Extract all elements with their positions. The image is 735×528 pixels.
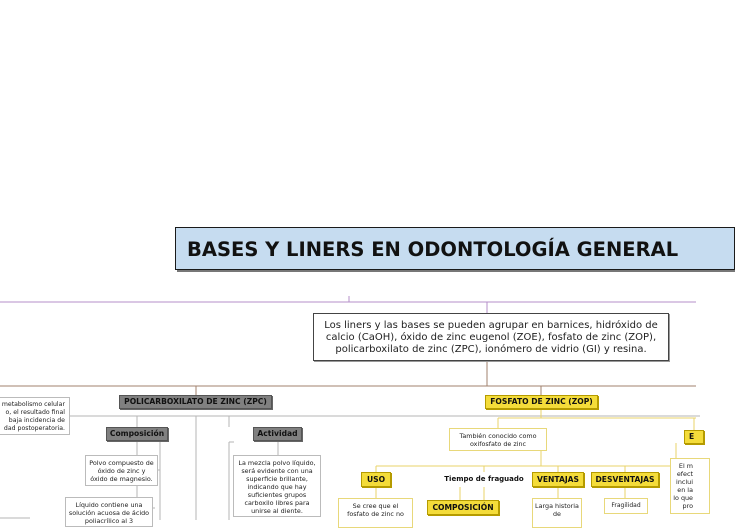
zop-fraguado-node[interactable]: Tiempo de fraguado [444, 475, 524, 483]
zpc-polvo-node[interactable]: Polvo compuesto de óxido de zinc y óxido de magnesio. [85, 455, 158, 486]
intro-node[interactable]: Los liners y las bases se pueden agrupar en barnices, hidróxido de calcio (CaOH), óxido de zinc eugenol (ZOE), fosfato de zinc (ZOP), policarboxilato de zinc (ZPC), ionómero de vidrio (GI) y resina. [313, 313, 669, 361]
zop-uso-node[interactable]: USO [361, 472, 391, 487]
zop-desventajas-node[interactable]: DESVENTAJAS [591, 472, 659, 487]
zpc-actividad-node[interactable]: Actividad [253, 427, 302, 441]
brown-connectors [0, 361, 696, 395]
partial-left-node[interactable]: metabolismo celular o, el resultado final baja incidencia de dad postoperatoria. [0, 397, 70, 435]
zop-ventajas-text-node[interactable]: Larga historia de [532, 498, 582, 528]
zpc-composicion-node[interactable]: Composición [106, 427, 168, 441]
zop-fragilidad-node[interactable]: Fragilidad [604, 498, 648, 514]
map-title[interactable]: BASES Y LINERS EN ODONTOLOGÍA GENERAL [175, 227, 735, 270]
zop-aka-node[interactable]: También conocido como oxifosfato de zinc [449, 428, 547, 451]
zop-right-partial-node[interactable]: E [684, 430, 704, 444]
purple-connectors [0, 296, 696, 313]
zop-node[interactable]: FOSFATO DE ZINC (ZOP) [485, 395, 598, 409]
zop-uso-text-node[interactable]: Se cree que el fosfato de zinc no [338, 498, 413, 528]
zop-composicion-node[interactable]: COMPOSICIÓN [427, 500, 499, 515]
zpc-liquido-node[interactable]: Líquido contiene una solución acuosa de ácido poliacrílico al 3 [65, 497, 153, 527]
zpc-actividad-text-node[interactable]: La mezcla polvo líquido, será evidente con una superficie brillante, indicando que hay suficientes grupos carboxilo libres para unirse al diente. [233, 455, 321, 517]
zop-right-partial-text-node[interactable]: El m efect inclui en la lo que pro [670, 458, 710, 514]
zpc-node[interactable]: POLICARBOXILATO DE ZINC (ZPC) [119, 395, 272, 409]
zop-ventajas-node[interactable]: VENTAJAS [532, 472, 584, 487]
